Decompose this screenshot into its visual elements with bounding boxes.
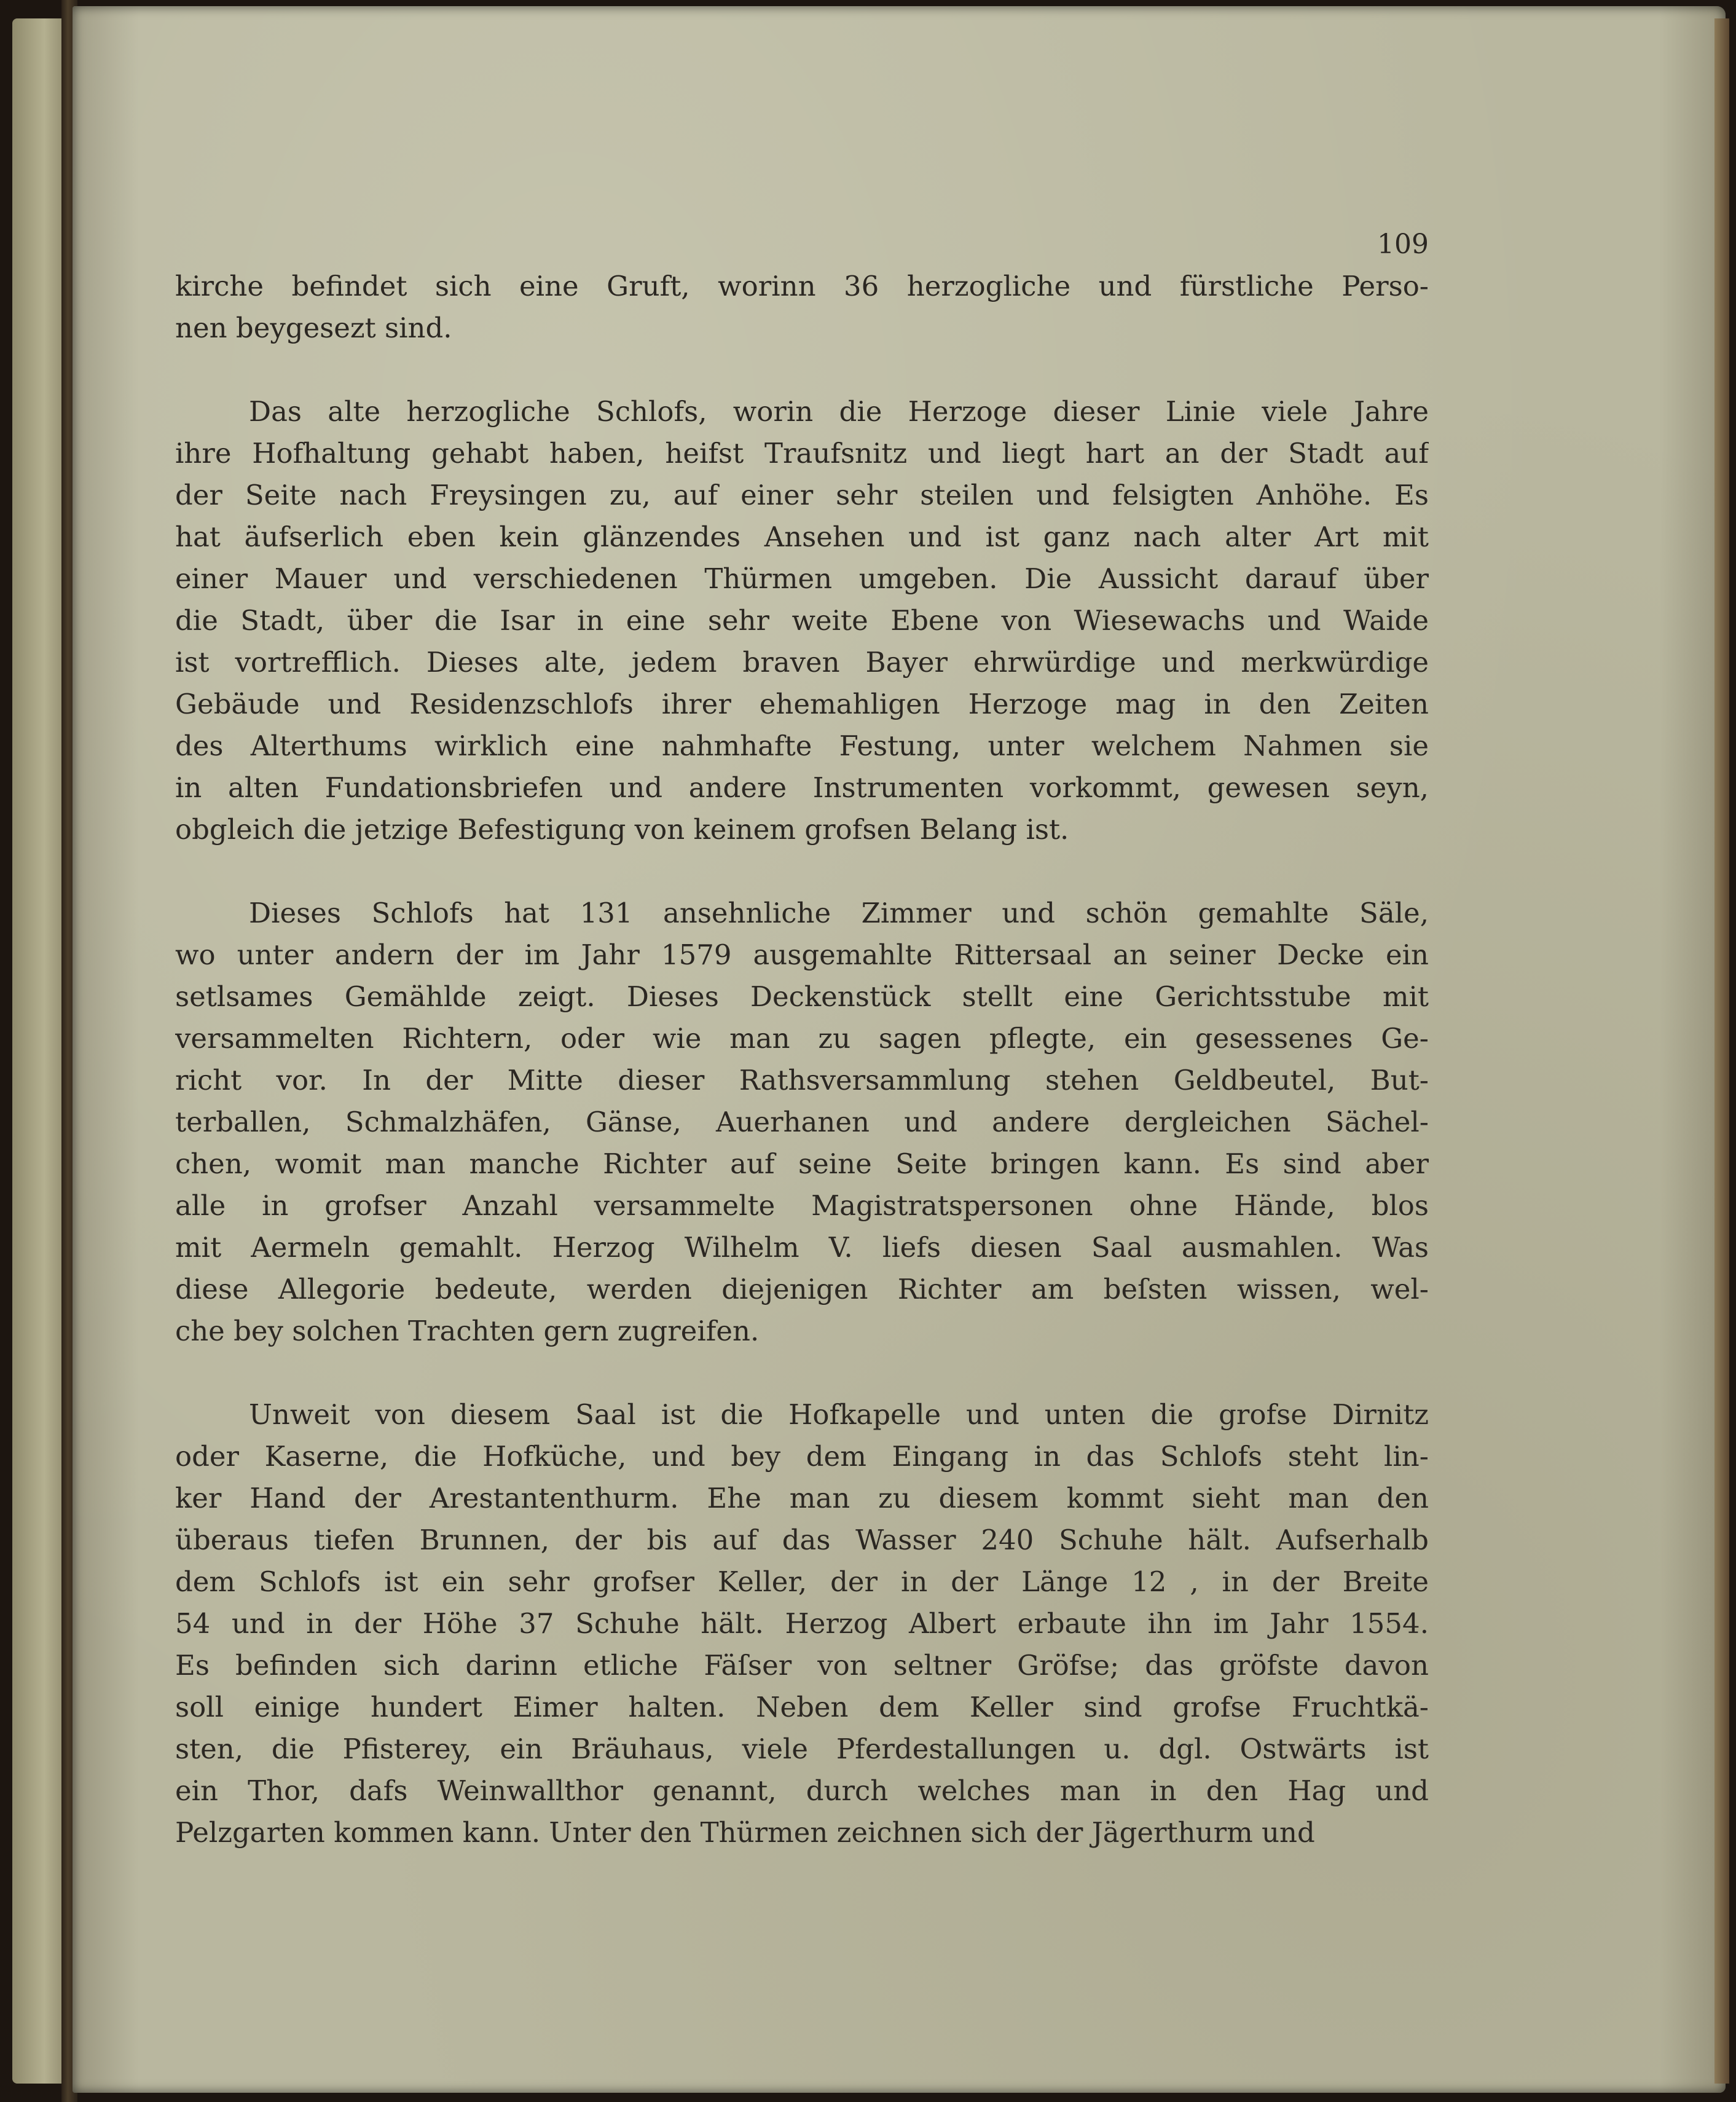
text-line: oder Kaserne, die Hofküche, und bey dem Eingang in das Schlofs steht lin-: [175, 1440, 1429, 1473]
text-line: 54 und in der Höhe 37 Schuhe hält. Herzog Albert erbaute ihn im Jahr 1554.: [175, 1607, 1429, 1640]
text-line: des Alterthums wirklich eine nahmhafte Festung, unter welchem Nahmen sie: [175, 730, 1429, 762]
text-line: versammelten Richtern, oder wie man zu sagen pflegte, ein gesessenes Ge-: [175, 1022, 1429, 1055]
text-line: Pelzgarten kommen kann. Unter den Thürmen zeichnen sich der Jägerthurm und: [175, 1816, 1315, 1849]
text-line: Es befinden sich darinn etliche Fäſser von seltner Gröfse; das gröfste davon: [175, 1649, 1429, 1682]
text-line: hat äufserlich eben kein glänzendes Ansehen und ist ganz nach alter Art mit: [175, 521, 1429, 553]
text-line: ker Hand der Arestantenthurm. Ehe man zu diesem kommt sieht man den: [175, 1482, 1429, 1514]
text-line: soll einige hundert Eimer halten. Neben dem Keller sind grofse Fruchtkä-: [175, 1691, 1429, 1723]
text-line: ist vortrefflich. Dieses alte, jedem braven Bayer ehrwürdige und merkwürdige: [175, 646, 1429, 679]
page-number: 109: [1377, 229, 1429, 260]
text-line: Unweit von diesem Saal ist die Hofkapelle und unten die grofse Dirnitz: [249, 1398, 1429, 1431]
text-line: ein Thor, dafs Weinwallthor genannt, durch welches man in den Hag und: [175, 1774, 1429, 1807]
text-line: in alten Fundationsbriefen und andere Instrumenten vorkommt, gewesen seyn,: [175, 771, 1429, 804]
text-line: chen, womit man manche Richter auf seine Seite bringen kann. Es sind aber: [175, 1147, 1429, 1180]
text-line: nen beygesezt sind.: [175, 312, 452, 344]
text-line: der Seite nach Freysingen zu, auf einer sehr steilen und felsigten Anhöhe. Es: [175, 479, 1429, 511]
paragraph-gap: [175, 851, 1429, 892]
text-line: setlsames Gemählde zeigt. Dieses Deckenstück stellt eine Gerichtsstube mit: [175, 980, 1429, 1013]
text-line: die Stadt, über die Isar in eine sehr weite Ebene von Wiesewachs und Waide: [175, 604, 1429, 637]
right-book-edge: [1714, 18, 1729, 2084]
text-line: sten, die Pfisterey, ein Bräuhaus, viele Pferdestallungen u. dgl. Ostwärts ist: [175, 1733, 1429, 1765]
text-line: Dieses Schlofs hat 131 ansehnliche Zimmer und schön gemahlte Säle,: [249, 897, 1429, 929]
paragraph-gap: [175, 1352, 1429, 1394]
text-line: mit Aermeln gemahlt. Herzog Wilhelm V. liefs diesen Saal ausmahlen. Was: [175, 1231, 1429, 1264]
text-line: Das alte herzogliche Schlofs, worin die Herzoge dieser Linie viele Jahre: [249, 395, 1429, 428]
text-line: diese Allegorie bedeute, werden diejenigen Richter am beſsten wissen, wel-: [175, 1273, 1429, 1305]
text-line: che bey solchen Trachten gern zugreifen.: [175, 1315, 760, 1347]
paragraph: [175, 892, 1429, 1352]
text-line: kirche befindet sich eine Gruft, worinn 36 herzogliche und fürstliche Perso-: [175, 270, 1429, 302]
text-line: richt vor. In der Mitte dieser Rathsversammlung stehen Geldbeutel, But-: [175, 1064, 1429, 1096]
text-line: dem Schlofs ist ein sehr grofser Keller, der in der Länge 12 , in der Breite: [175, 1565, 1429, 1598]
paragraph-gap: [175, 349, 1429, 391]
text-line: wo unter andern der im Jahr 1579 ausgemahlte Rittersaal an seiner Decke ein: [175, 939, 1429, 971]
text-line: ihre Hofhaltung gehabt haben, heifst Traufsnitz und liegt hart an der Stadt auf: [175, 437, 1429, 470]
text-line: terballen, Schmalzhäfen, Gänse, Auerhanen und andere dergleichen Sächel-: [175, 1106, 1429, 1138]
paragraph: [175, 266, 1429, 349]
text-line: einer Mauer und verschiedenen Thürmen umgeben. Die Aussicht darauf über: [175, 562, 1429, 595]
text-line: alle in grofser Anzahl versammelte Magistratspersonen ohne Hände, blos: [175, 1189, 1429, 1222]
paragraph: [175, 1394, 1429, 1854]
text-line: Gebäude und Residenzschlofs ihrer ehemahligen Herzoge mag in den Zeiten: [175, 688, 1429, 720]
text-line: obgleich die jetzige Befestigung von keinem grofsen Belang ist.: [175, 813, 1069, 846]
body-text: [175, 229, 1429, 1854]
paragraph: [175, 391, 1429, 851]
text-line: überaus tiefen Brunnen, der bis auf das Wasser 240 Schuhe hält. Aufserhalb: [175, 1524, 1429, 1556]
